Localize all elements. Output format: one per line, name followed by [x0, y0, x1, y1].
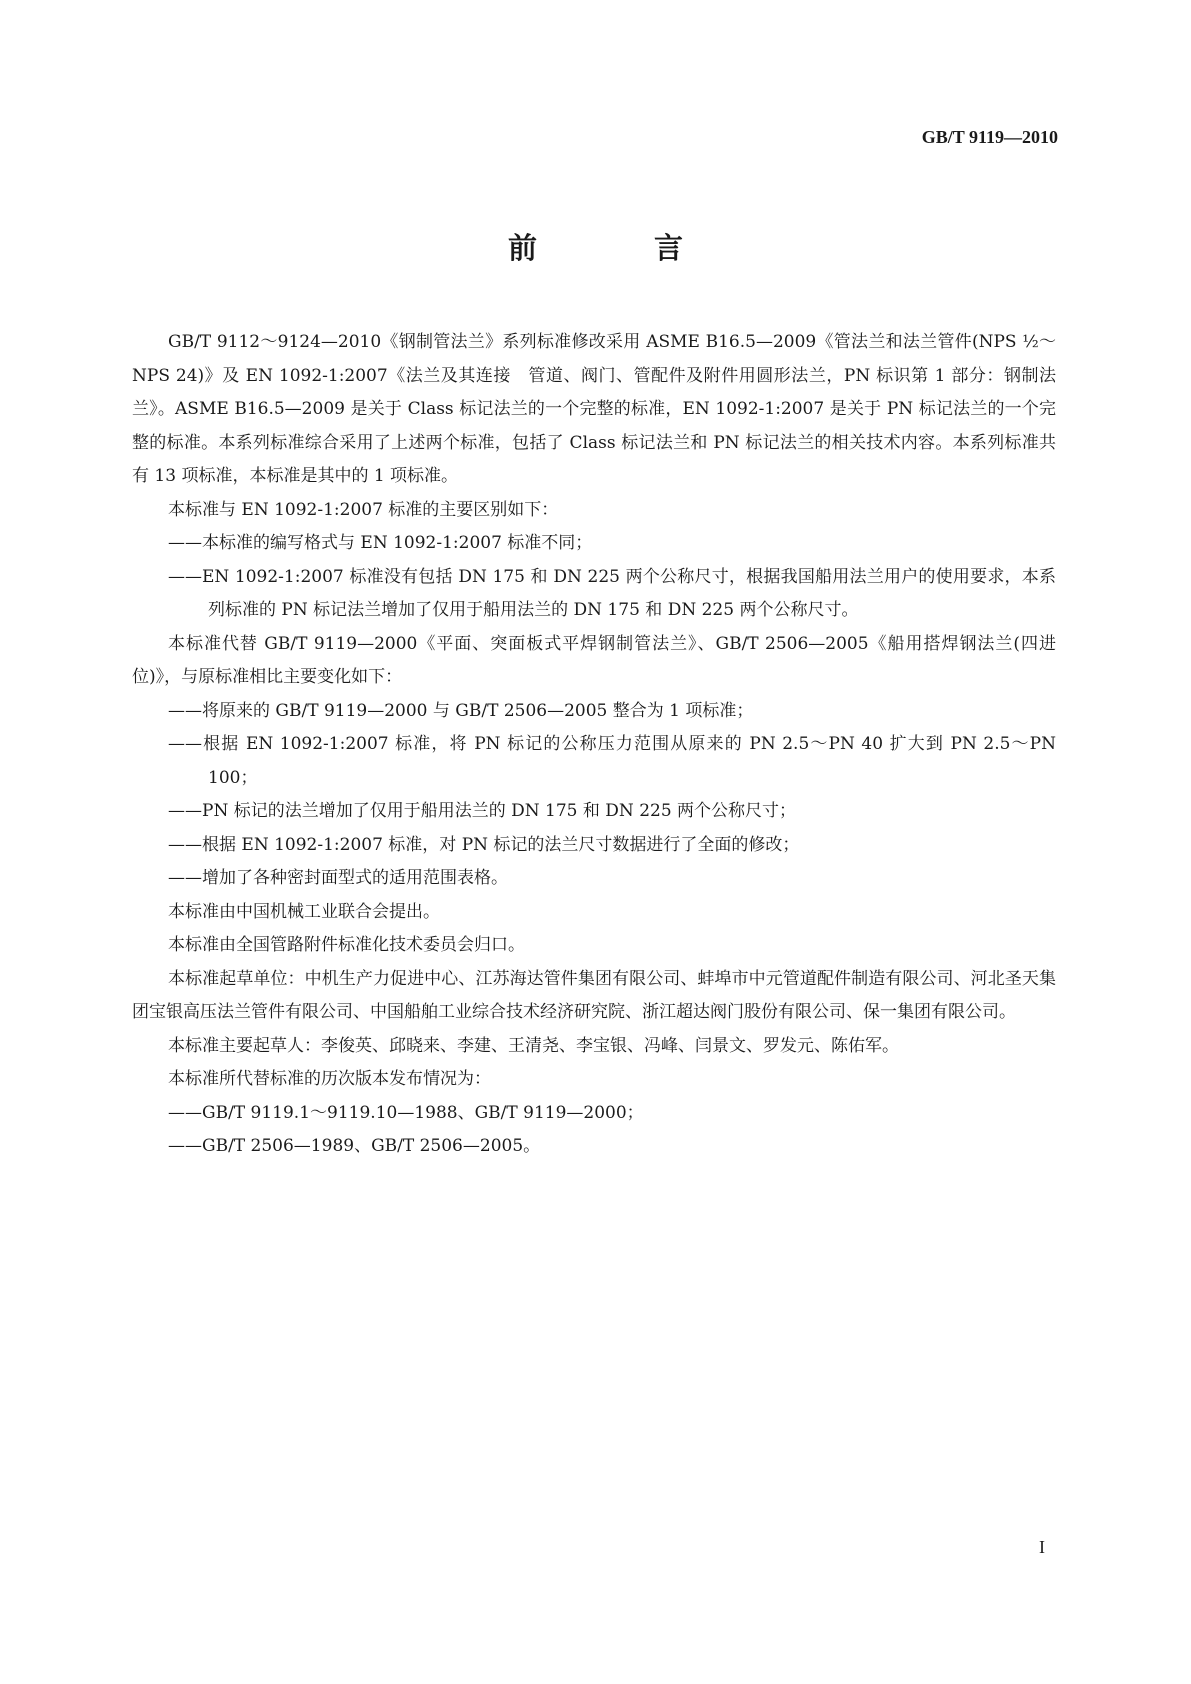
standard-number: GB/T 9119—2010 [921, 127, 1058, 147]
drafters-paragraph: 本标准主要起草人：李俊英、邱晓来、李建、王清尧、李宝银、冯峰、闫景文、罗发元、陈佑军。 [168, 1035, 899, 1056]
intro-paragraph: GB/T 9112～9124—2010《钢制管法兰》系列标准修改采用 ASME B16.5—2009《管法兰和法兰管件(NPS ½～NPS 24)》及 EN 1092-1:2007《法兰及其连接 管道、阀门、管配件及附件用圆形法兰，PN 标识第 1 部分：钢制法兰》。ASME B16.5—2009 是关于 Class 标记法兰的一个完整的标准，EN 1092-1:2007 是关于 PN 标记法兰的一个完整的标准。本系列标准综合采用了上述两个标准，包括了 Class 标记法兰和 PN 标记法兰的相关技术内容。本系列标准共有 13 项标准，本标准是其中的 1 项标准。 [132, 332, 1056, 486]
history-item: ——GB/T 2506—1989、GB/T 2506—2005。 [168, 1136, 541, 1156]
proposer-paragraph: 本标准由中国机械工业联合会提出。 [168, 901, 440, 922]
drafting-units-paragraph: 本标准起草单位：中机生产力促进中心、江苏海达管件集团有限公司、蚌埠市中元管道配件制造有限公司、河北圣天集团宝银高压法兰管件有限公司、中国船舶工业综合技术经济研究院、浙江超达阀门股份有限公司、保一集团有限公司。 [132, 968, 1056, 1022]
page-number: I [1039, 1537, 1045, 1557]
history-item: ——GB/T 9119.1～9119.10—1988、GB/T 9119—2000； [168, 1102, 644, 1123]
change-item: ——根据 EN 1092-1:2007 标准，对 PN 标记的法兰尺寸数据进行了全面的修改； [168, 834, 800, 855]
replacement-paragraph: 本标准代替 GB/T 9119—2000《平面、突面板式平焊钢制管法兰》、GB/T 2506—2005《船用搭焊钢法兰(四进位)》，与原标准相比主要变化如下： [132, 633, 1056, 687]
differences-intro: 本标准与 EN 1092-1:2007 标准的主要区别如下： [168, 499, 559, 520]
difference-item: ——本标准的编写格式与 EN 1092-1:2007 标准不同； [168, 533, 593, 553]
change-item: ——根据 EN 1092-1:2007 标准，将 PN 标记的公称压力范围从原来的 PN 2.5～PN 40 扩大到 PN 2.5～PN 100； [168, 734, 1056, 788]
foreword-body [132, 326, 1056, 1164]
change-item: ——将原来的 GB/T 9119—2000 与 GB/T 2506—2005 整合为 1 项标准； [168, 700, 754, 721]
difference-item: ——EN 1092-1:2007 标准没有包括 DN 175 和 DN 225 两个公称尺寸，根据我国船用法兰用户的使用要求，本系列标准的 PN 标记法兰增加了仅用于船用法兰的 DN 175 和 DN 225 两个公称尺寸。 [168, 566, 1056, 620]
change-item: ——PN 标记的法兰增加了仅用于船用法兰的 DN 175 和 DN 225 两个公称尺寸； [168, 801, 797, 821]
history-intro: 本标准所代替标准的历次版本发布情况为： [168, 1069, 491, 1089]
change-item: ——增加了各种密封面型式的适用范围表格。 [168, 868, 508, 888]
committee-paragraph: 本标准由全国管路附件标准化技术委员会归口。 [168, 935, 525, 955]
page-title: 前 言 [507, 231, 727, 265]
